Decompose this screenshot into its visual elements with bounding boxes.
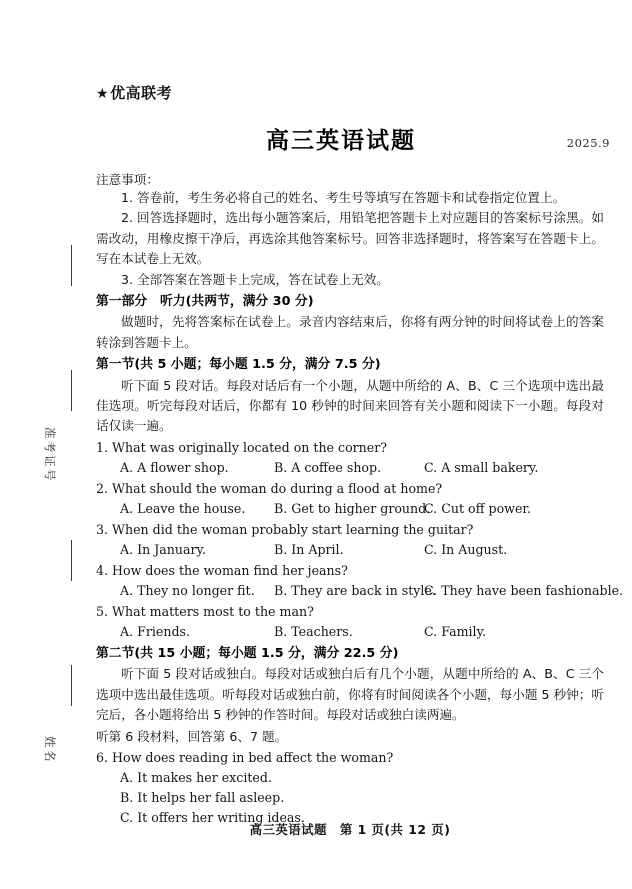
question-3-options: [96, 540, 604, 560]
notice-heading: 注意事项：: [96, 172, 159, 187]
question-2-options: [96, 499, 604, 519]
section-two-material-note: 听第 6 段材料，回答第 6、7 题。: [96, 728, 288, 744]
part-one-instruction: 做题时，先将答案标在试卷上。录音内容结束后，你将有两分钟的时间将试卷上的答案转涂到答题卡上。: [96, 314, 604, 350]
question-3-option-c[interactable]: C. In August.: [424, 541, 508, 557]
question-4-stem: [96, 561, 604, 581]
page-title: 高三英语试题: [266, 127, 416, 154]
notice-item-2: 2. 回答选择题时，选出每小题答案后，用铅笔把答题卡上对应题目的答案标号涂黑。如需改动，用橡皮擦干净后，再选涂其他答案标号。回答非选择题时，将答案写在答题卡上。写在本试卷上无效。: [96, 210, 604, 267]
question-1-option-b[interactable]: B. A coffee shop.: [274, 459, 382, 475]
question-1-number: 1.: [96, 439, 109, 455]
main-content: [96, 0, 624, 828]
section-one-instruction: 听下面 5 段对话。每段对话后有一个小题，从题中所给的 A、B、C 三个选项中选出最佳选项。听完每段对话后，你都有 10 秒钟的时间来回答有关小题和阅读下一小题。每段对话仅读一遍。: [96, 377, 604, 434]
section-two-instruction: 听下面 5 段对话或独白。每段对话或独白后有几个小题，从题中所给的 A、B、C 三个选项中选出最佳选项。听每段对话或独白前，你将有时间阅读各个小题，每小题 5 秒钟；听完后，各小题将给出 5 秒钟的作答时间。每段对话或独白读两遍。: [96, 666, 604, 723]
question-4-options: [96, 581, 624, 601]
question-3-stem: [96, 520, 604, 540]
margin-divider-mid-upper: [71, 370, 72, 411]
exam-brand: [96, 82, 604, 103]
question-5-stem: [96, 602, 604, 622]
margin-divider-top: [71, 245, 72, 286]
question-2-option-b[interactable]: B. Get to higher ground.: [274, 500, 431, 516]
question-6-option-b[interactable]: B. It helps her fall asleep.: [120, 789, 285, 805]
question-4-number: 4.: [96, 562, 109, 578]
notice-item-3: 3. 全部答案在答题卡上完成，答在试卷上无效。: [121, 271, 389, 287]
question-1-option-c[interactable]: C. A small bakery.: [424, 459, 539, 475]
question-3-text: When did the woman probably start learning the guitar?: [112, 521, 474, 537]
section-one-heading: 第一节(共 5 小题；每小题 1.5 分，满分 7.5 分): [96, 357, 381, 373]
title-row: [96, 122, 610, 154]
question-1-text: What was originally located on the corner?: [112, 439, 388, 455]
question-5-number: 5.: [96, 603, 109, 619]
question-5-option-b[interactable]: B. Teachers.: [274, 623, 353, 639]
exam-date: 2025.9: [566, 136, 610, 150]
question-6-option-c[interactable]: C. It offers her writing ideas.: [120, 809, 305, 825]
question-4-option-a[interactable]: A. They no longer fit.: [120, 582, 255, 598]
page-footer: 高三英语试题 第 1 页(共 12 页): [249, 822, 451, 837]
margin-label-name: 姓名: [43, 736, 57, 764]
question-6-stem: [96, 748, 604, 768]
question-6-options: [120, 768, 604, 828]
part-one-heading: 第一部分 听力(共两节，满分 30 分): [96, 294, 314, 310]
question-4-option-c[interactable]: C. They have been fashionable.: [424, 582, 624, 598]
star-icon: ★: [96, 86, 110, 102]
question-6-text: How does reading in bed affect the woman?: [112, 749, 394, 765]
question-2-stem: [96, 479, 604, 499]
left-margin-block: [0, 0, 96, 889]
question-2-text: What should the woman do during a flood at home?: [112, 480, 443, 496]
question-5-option-a[interactable]: A. Friends.: [120, 623, 190, 639]
question-2-option-a[interactable]: A. Leave the house.: [120, 500, 246, 516]
question-3-option-b[interactable]: B. In April.: [274, 541, 344, 557]
question-3-option-a[interactable]: A. In January.: [120, 541, 206, 557]
brand-label: 优高联考: [110, 84, 173, 102]
question-5-text: What matters most to the man?: [112, 603, 314, 619]
question-5-option-c[interactable]: C. Family.: [424, 623, 487, 639]
margin-divider-mid-lower: [71, 540, 72, 581]
question-2-number: 2.: [96, 480, 109, 496]
question-3-number: 3.: [96, 521, 109, 537]
question-2-option-c[interactable]: C. Cut off power.: [424, 500, 532, 516]
margin-divider-bottom: [71, 665, 72, 706]
question-1-stem: [96, 438, 604, 458]
question-1-option-a[interactable]: A. A flower shop.: [120, 459, 229, 475]
margin-label-exam-number: 准考证号: [43, 427, 57, 483]
question-5-options: [96, 622, 604, 642]
question-6-number: 6.: [96, 749, 109, 765]
notice-item-1: 1. 答卷前，考生务必将自己的姓名、考生号等填写在答题卡和试卷指定位置上。: [121, 190, 566, 205]
question-4-option-b[interactable]: B. They are back in style.: [274, 582, 436, 598]
question-6-option-a[interactable]: A. It makes her excited.: [120, 769, 272, 785]
question-1-options: [96, 458, 604, 478]
question-4-text: How does the woman find her jeans?: [112, 562, 348, 578]
section-two-heading: 第二节(共 15 小题；每小题 1.5 分，满分 22.5 分): [96, 645, 399, 661]
